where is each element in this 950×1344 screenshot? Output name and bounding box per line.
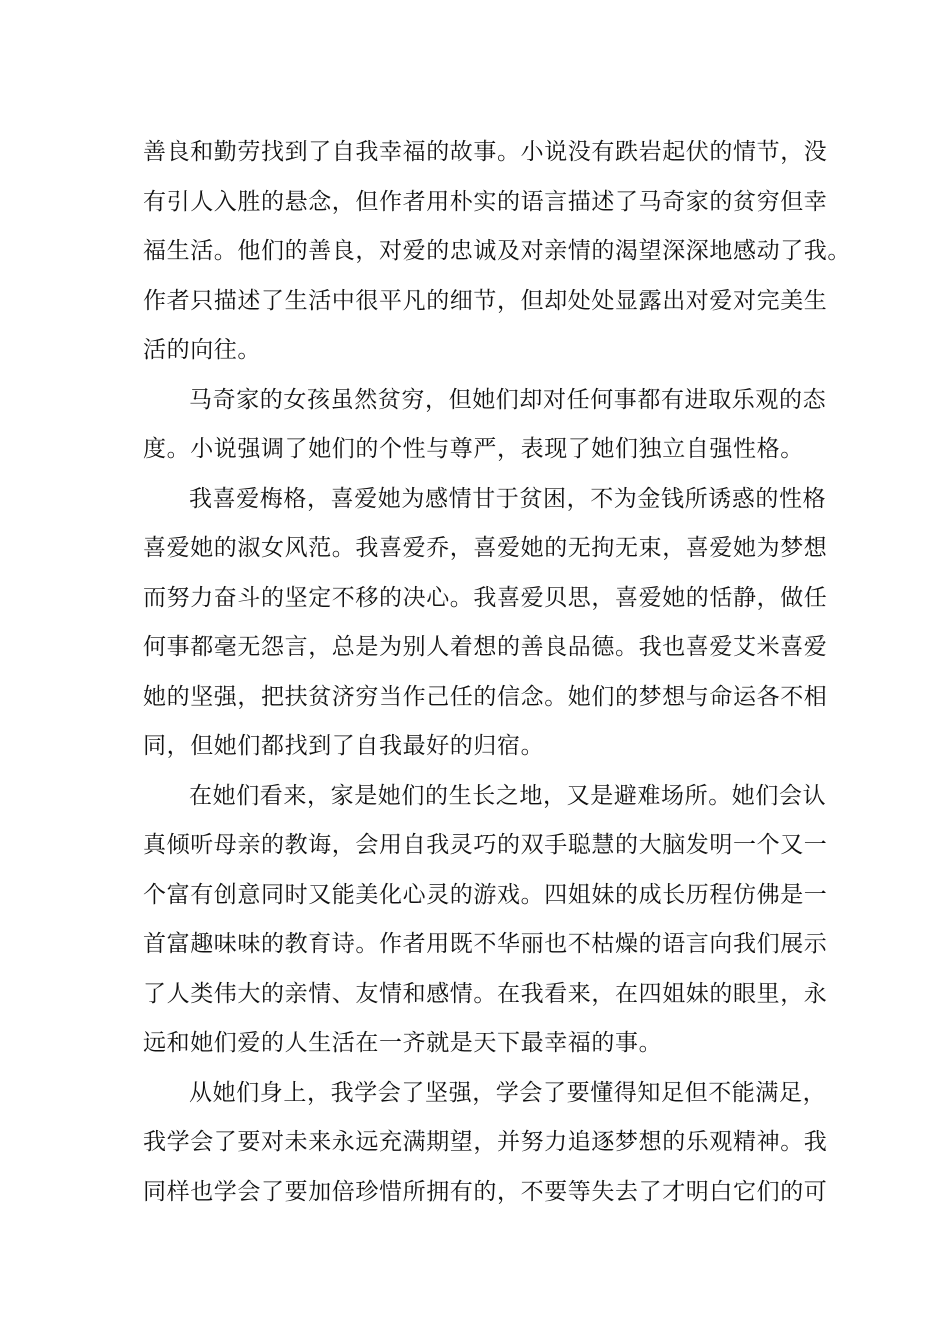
text-line: 首富趣味味的教育诗。作者用既不华丽也不枯燥的语言向我们展示 xyxy=(143,931,828,957)
text-line: 同，但她们都找到了自我最好的归宿。 xyxy=(143,733,545,759)
text-line: 而努力奋斗的坚定不移的决心。我喜爱贝思，喜爱她的恬静，做任 xyxy=(143,584,828,611)
text-line: 了人类伟大的亲情、友情和感情。在我看来，在四姐妹的眼里，永 xyxy=(143,980,828,1007)
paragraph-first-line: 我喜爱梅格，喜爱她为感情甘于贫困，不为金钱所诱惑的性格 xyxy=(189,485,827,512)
paragraph-first-line: 从她们身上，我学会了坚强，学会了要懂得知足但不能满足， xyxy=(189,1079,827,1106)
text-line: 她的坚强，把扶贫济穷当作己任的信念。她们的梦想与命运各不相 xyxy=(143,683,828,710)
text-line: 善良和勤劳找到了自我幸福的故事。小说没有跌岩起伏的情节，没 xyxy=(143,139,828,165)
text-line: 远和她们爱的人生活在一齐就是天下最幸福的事。 xyxy=(143,1030,663,1056)
text-line: 有引人入胜的悬念，但作者用朴实的语言描述了马奇家的贫穷但幸 xyxy=(143,188,828,215)
text-line: 真倾听母亲的教诲，会用自我灵巧的双手聪慧的大脑发明一个又一 xyxy=(143,832,828,858)
text-line: 度。小说强调了她们的个性与尊严，表现了她们独立自强性格。 xyxy=(143,436,804,462)
text-line: 个富有创意同时又能美化心灵的游戏。四姐妹的成长历程仿佛是一 xyxy=(143,881,828,908)
text-line: 作者只描述了生活中很平凡的细节，但却处处显露出对爱对完美生 xyxy=(143,287,828,314)
text-line: 何事都毫无怨言，总是为别人着想的善良品德。我也喜爱艾米喜爱 xyxy=(143,634,828,660)
paragraph-first-line: 马奇家的女孩虽然贫穷，但她们却对任何事都有进取乐观的态 xyxy=(189,386,827,413)
text-line: 喜爱她的淑女风范。我喜爱乔，喜爱她的无拘无束，喜爱她为梦想 xyxy=(143,535,828,561)
text-line: 我学会了要对未来永远充满期望，并努力追逐梦想的乐观精神。我 xyxy=(143,1129,828,1155)
paragraph-first-line: 在她们看来，家是她们的生长之地，又是避难场所。她们会认 xyxy=(189,782,827,809)
text-line: 活的向往。 xyxy=(143,337,261,363)
body-text xyxy=(143,128,851,1217)
text-line: 福生活。他们的善良，对爱的忠诚及对亲情的渴望深深地感动了我。 xyxy=(143,238,851,264)
text-line: 同样也学会了要加倍珍惜所拥有的，不要等失去了才明白它们的可 xyxy=(143,1178,828,1205)
